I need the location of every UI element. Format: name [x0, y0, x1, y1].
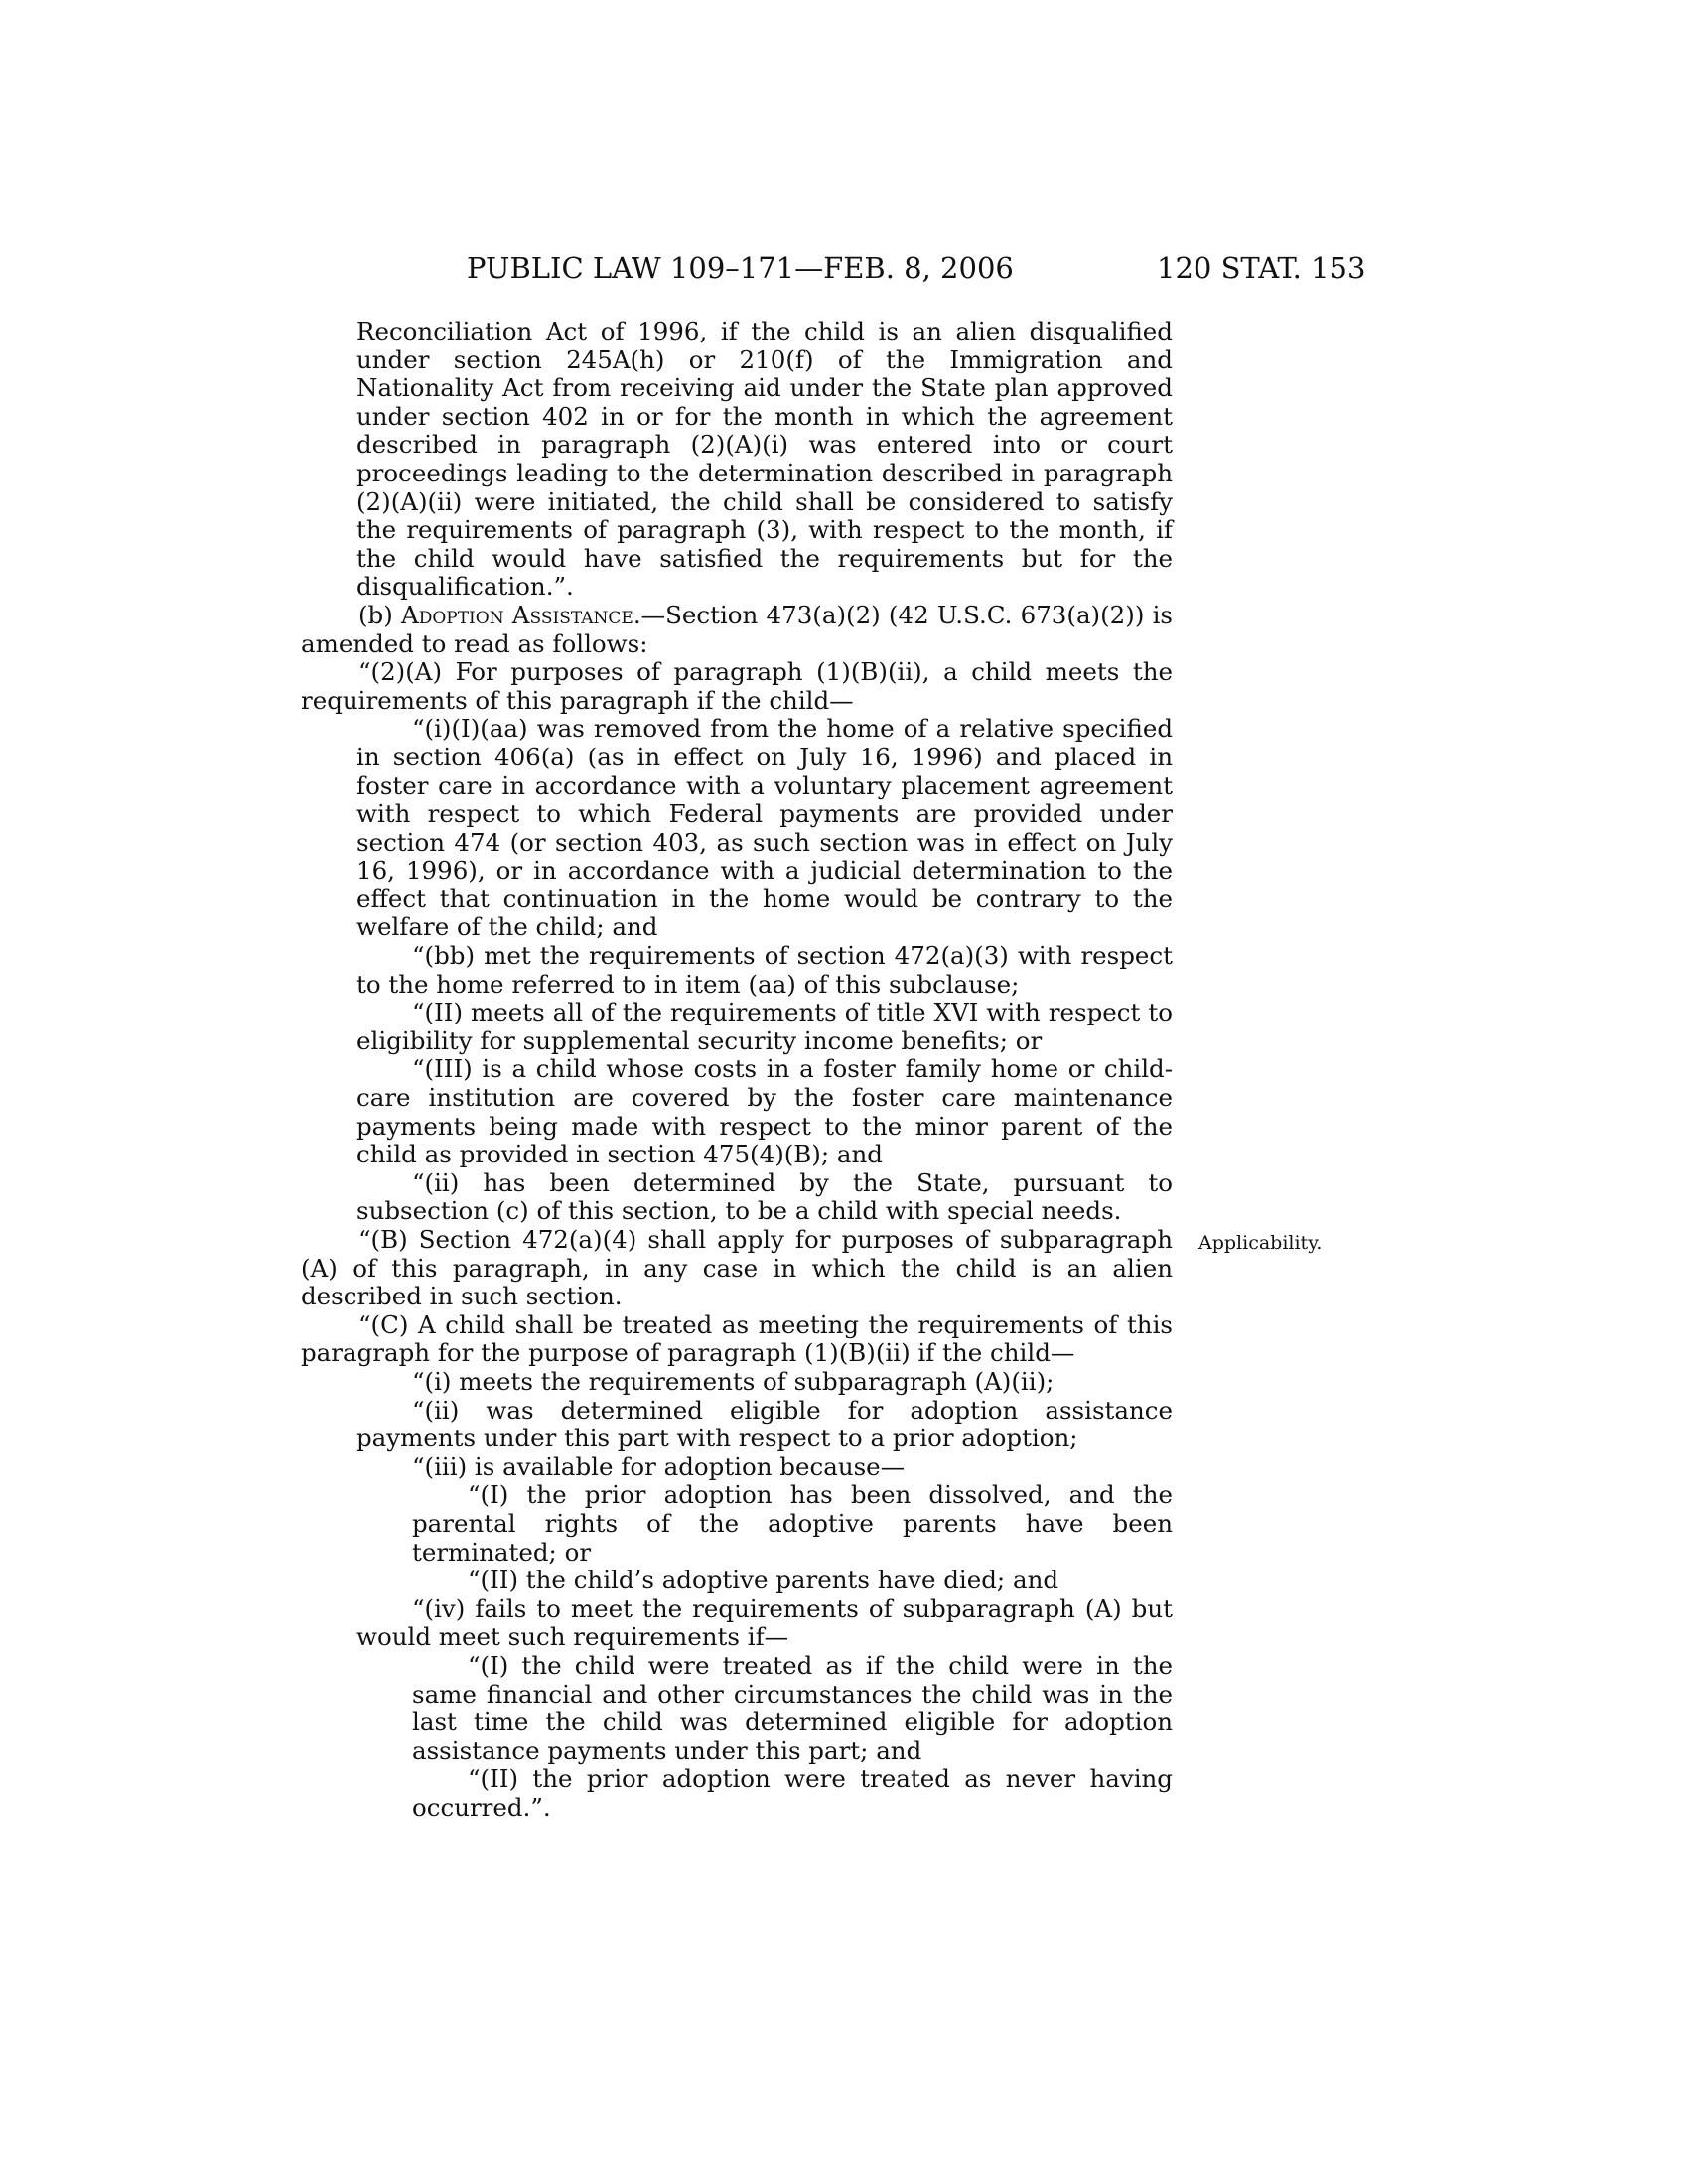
- paragraph-continuation: Reconciliation Act of 1996, if the child is an alien disqualified under section 245A(h) or 210(f) of the Immigration and Nationality Act from receiving aid under the State plan approved under section 402 in or for the month in which the agreement described in paragraph (2)(A)(i) was entered into or court proceedings leading to the determination described in paragraph (2)(A)(ii) were initiated, the child shall be considered to satisfy the requirements of paragraph (3), with respect to the month, if the child would have satisfied the requirements but for the disqualification.”.: [356, 317, 1173, 602]
- c-clause-ii: “(ii) was determined eligible for adoption assistance payments under this part with respect to a prior adoption;: [356, 1395, 1173, 1453]
- subsection-b-heading: Adoption Assistance: [401, 600, 633, 629]
- c-iii-subclause-I: “(I) the prior adoption has been dissolved, and the parental rights of the adoptive parents have been terminated; or: [412, 1480, 1173, 1567]
- statute-body: [301, 318, 1173, 1822]
- page-stat-number: 120 STAT. 153: [1157, 251, 1366, 285]
- clause-ii: “(ii) has been determined by the State, pursuant to subsection (c) of this section, to be a child with special needs.: [356, 1167, 1173, 1226]
- subsection-b: [301, 602, 1173, 658]
- c-iv-subclause-II: “(II) the prior adoption were treated as never having occurred.”.: [412, 1764, 1173, 1822]
- subsection-b-text: .—Section 473(a)(2) (42 U.S.C. 673(a)(2)) is amended to read as follows:: [301, 600, 1173, 658]
- subparagraph-B: “(B) Section 472(a)(4) shall apply for purposes of subparagraph (A) of this paragraph, in any case in which the child is an alien described in such section.: [301, 1225, 1173, 1311]
- c-clause-iv: “(iv) fails to meet the requirements of subparagraph (A) but would meet such requirements if—: [356, 1593, 1173, 1652]
- c-clause-i: “(i) meets the requirements of subparagraph (A)(ii);: [412, 1366, 1055, 1396]
- subclause-III: “(III) is a child whose costs in a foster family home or child-care institution are covered by the foster care maintenance payments being made with respect to the minor parent of the child as provided in section 475(4)(B); and: [356, 1054, 1173, 1169]
- c-iv-subclause-I: “(I) the child were treated as if the child were in the same financial and other circumstances the child was in the last time the child was determined eligible for adoption assistance payments under this part; and: [412, 1650, 1173, 1765]
- running-header-title: PUBLIC LAW 109–171—FEB. 8, 2006: [467, 251, 1014, 285]
- subclause-II: “(II) meets all of the requirements of title XVI with respect to eligibility for supplemental security income benefits; or: [356, 998, 1173, 1055]
- clause-i-I-aa: “(i)(I)(aa) was removed from the home of a relative specified in section 406(a) (as in effect on July 16, 1996) and placed in foster care in accordance with a voluntary placement agreement with respect to which Federal payments are provided under section 474 (or section 403, as such section was in effect on July 16, 1996), or in accordance with a judicial determination to the effect that continuation in the home would be contrary to the welfare of the child; and: [356, 714, 1173, 942]
- c-clause-iii: “(iii) is available for adoption because—: [412, 1451, 906, 1481]
- paragraph-2a: “(2)(A) For purposes of paragraph (1)(B)(ii), a child meets the requirements of this paragraph if the child—: [301, 657, 1173, 715]
- margin-note-applicability: Applicability.: [1198, 1232, 1323, 1254]
- c-iii-subclause-II: “(II) the child’s adoptive parents have died; and: [468, 1566, 1059, 1595]
- subparagraph-C: “(C) A child shall be treated as meeting the requirements of this paragraph for the purpose of paragraph (1)(B)(ii) if the child—: [301, 1309, 1173, 1368]
- subsection-b-prefix: (b): [358, 600, 402, 629]
- item-bb: “(bb) met the requirements of section 472(a)(3) with respect to the home referred to in item (aa) of this subclause;: [356, 941, 1173, 999]
